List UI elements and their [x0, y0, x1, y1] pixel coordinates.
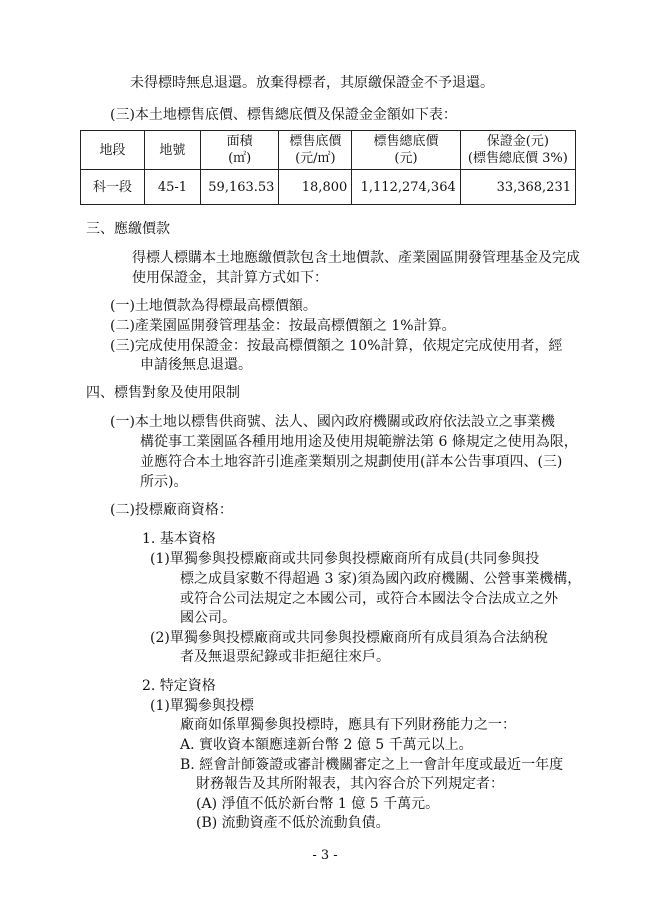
list-item: (2)單獨參與投標廠商或共同參與投標廠商所有成員須為合法納稅: [150, 630, 548, 646]
list-item: 國公司。: [180, 610, 236, 626]
table-cell: 45-1: [144, 170, 200, 205]
table-header: 標售總底價 (元): [352, 131, 460, 170]
list-item: 申請後無息退還。: [140, 357, 252, 373]
list-item: B. 經會計師簽證或審計機關審定之上一會計年度或最近一年度: [180, 757, 564, 773]
table-header: 地段: [81, 131, 145, 170]
text-line: (三)本土地標售底價、標售總底價及保證金金額如下表：: [110, 107, 457, 123]
table-header: 面積 (㎡): [200, 131, 279, 170]
table-cell: 33,368,231: [460, 170, 575, 205]
list-item: 構從事工業園區各種用地用途及使用規範辦法第 6 條規定之使用為限，: [140, 434, 578, 450]
list-item: (三)完成使用保證金：按最高標價額之 10%計算，依規定完成使用者，經: [110, 338, 563, 354]
list-item: (二)產業園區開發管理基金：按最高標價額之 1%計算。: [110, 318, 456, 334]
table-cell: 科一段: [81, 170, 145, 205]
list-item: (B) 流動資產不低於流動負債。: [196, 815, 390, 831]
section-title: 四、標售對象及使用限制: [86, 385, 240, 401]
table-row: [81, 170, 576, 205]
table-header-row: [81, 131, 576, 170]
table-cell: 1,112,274,364: [352, 170, 460, 205]
list-item: 者及無退票紀錄或非拒絕往來戶。: [180, 649, 390, 665]
list-item: 或符合公司法規定之本國公司，或符合本國法令合法成立之外: [180, 591, 558, 607]
text-line: 使用保證金，其計算方式如下：: [132, 270, 328, 286]
table-header: 保證金(元) (標售總底價 3%): [460, 131, 575, 170]
page-number: - 3 -: [312, 848, 338, 863]
list-item: A. 實收資本額應達新台幣 2 億 5 千萬元以上。: [180, 737, 473, 753]
list-item: (1)單獨參與投標廠商或共同參與投標廠商所有成員(共同參與投: [150, 551, 540, 567]
list-item: (一)本土地以標售供商號、法人、國內政府機關或政府依法設立之事業機: [110, 414, 555, 430]
list-item: (A) 淨值不低於新台幣 1 億 5 千萬元。: [196, 796, 440, 812]
list-item: (一)土地價款為得標最高標價額。: [110, 298, 317, 314]
text-line: 財務報告及其所附報表，其內容合於下列規定者：: [196, 776, 504, 792]
table-cell: 59,163.53: [200, 170, 279, 205]
text-line: 未得標時無息退還。放棄得標者，其原繳保證金不予退還。: [130, 75, 494, 91]
list-item: 標之成員家數不得超過 3 家)須為國內政府機關、公營事業機構，: [180, 571, 582, 587]
table-cell: 18,800: [279, 170, 352, 205]
list-item: (1)單獨參與投標: [150, 698, 254, 714]
list-item: 所示)。: [140, 474, 188, 490]
section-title: 三、應繳價款: [86, 221, 170, 237]
text-line: 得標人標購本土地應繳價款包含土地價款、產業園區開發管理基金及完成: [132, 250, 580, 266]
table-header: 標售底價 (元/㎡): [279, 131, 352, 170]
subsection-title: 2. 特定資格: [142, 678, 216, 694]
subsection-title: 1. 基本資格: [142, 531, 216, 547]
table-header: 地號: [144, 131, 200, 170]
list-item: 並應符合本土地容許引進產業類別之規劃使用(詳本公告事項四、(三): [140, 454, 563, 470]
text-line: 廠商如係單獨參與投標時，應具有下列財務能力之一：: [180, 717, 516, 733]
price-table: [80, 130, 576, 205]
list-item: (二)投標廠商資格：: [110, 502, 233, 518]
